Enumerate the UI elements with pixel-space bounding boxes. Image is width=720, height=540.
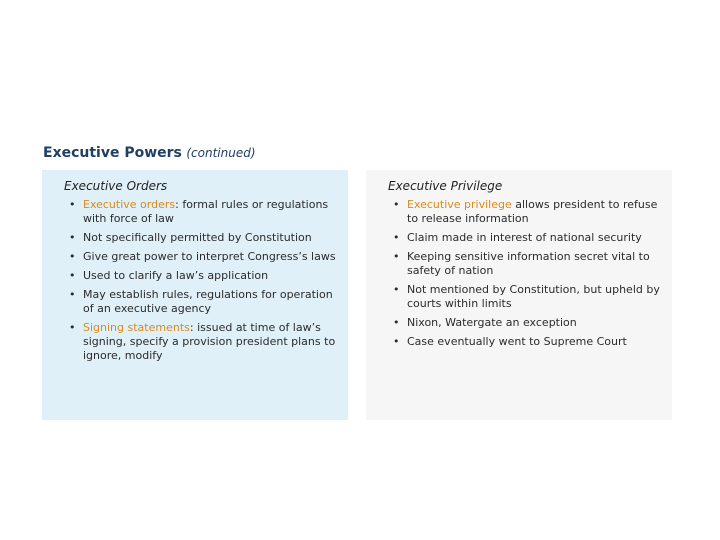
- item-text: Used to clarify a law’s application: [83, 269, 269, 282]
- bullet-icon: •: [69, 269, 76, 282]
- item-text: Give great power to interpret Congress’s laws: [83, 250, 336, 263]
- list-item: [388, 250, 666, 278]
- list-item: [64, 198, 342, 226]
- item-text: Not mentioned by Constitution, but upheld by courts within limits: [407, 283, 660, 310]
- bullet-icon: •: [69, 288, 76, 301]
- list-item: [64, 288, 342, 316]
- bullet-icon: •: [69, 250, 76, 263]
- item-text: Keeping sensitive information secret vital to safety of nation: [407, 250, 650, 277]
- item-text: : issued at time of law’s signing, specify a provision president plans to ignore, modify: [83, 321, 336, 362]
- executive-orders-heading: Executive Orders: [64, 179, 168, 193]
- item-text: Case eventually went to Supreme Court: [407, 335, 627, 348]
- bullet-icon: •: [69, 231, 76, 244]
- list-item: [388, 231, 666, 245]
- executive-privilege-panel: [366, 170, 672, 420]
- highlight-term: Executive privilege: [407, 198, 512, 211]
- list-item: [64, 269, 342, 283]
- page-title-continued: (continued): [186, 146, 256, 160]
- bullet-icon: •: [393, 231, 400, 244]
- bullet-icon: •: [393, 316, 400, 329]
- list-item: [64, 250, 342, 264]
- bullet-icon: •: [393, 335, 400, 348]
- item-text: allows president to refuse to release information: [407, 198, 658, 225]
- item-text: : formal rules or regulations with force of law: [83, 198, 329, 225]
- executive-orders-panel: [42, 170, 348, 420]
- bullet-icon: •: [69, 198, 76, 211]
- item-text: Nixon, Watergate an exception: [407, 316, 577, 329]
- item-text: May establish rules, regulations for operation of an executive agency: [83, 288, 333, 315]
- executive-orders-list: [64, 198, 342, 368]
- list-item: [388, 283, 666, 311]
- highlight-term: Signing statements: [83, 321, 190, 334]
- bullet-icon: •: [393, 198, 400, 211]
- bullet-icon: •: [393, 283, 400, 296]
- item-text: Claim made in interest of national security: [407, 231, 642, 244]
- list-item: [388, 198, 666, 226]
- executive-privilege-heading: Executive Privilege: [388, 179, 503, 193]
- list-item: [64, 231, 342, 245]
- list-item: [388, 335, 666, 349]
- bullet-icon: •: [393, 250, 400, 263]
- page-title: [43, 145, 256, 161]
- item-text: Not specifically permitted by Constitution: [83, 231, 312, 244]
- page-title-main: Executive Powers: [43, 145, 182, 161]
- list-item: [64, 321, 342, 363]
- highlight-term: Executive orders: [83, 198, 176, 211]
- executive-privilege-list: [388, 198, 666, 354]
- bullet-icon: •: [69, 321, 76, 334]
- list-item: [388, 316, 666, 330]
